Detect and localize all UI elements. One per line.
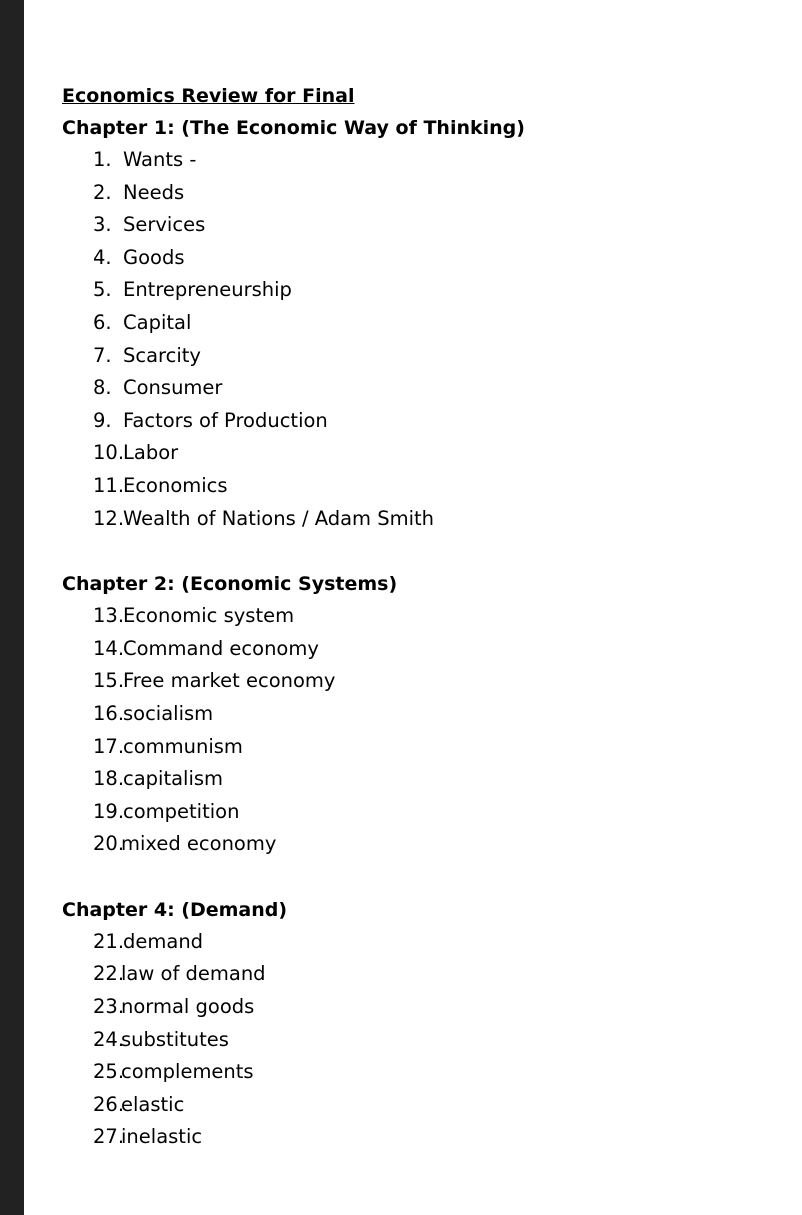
item-number: 24. xyxy=(93,1027,125,1051)
item-label: communism xyxy=(123,734,243,758)
list-item xyxy=(62,177,762,210)
chapter-2-heading: Chapter 2: (Economic Systems) xyxy=(62,573,398,596)
list-item xyxy=(62,665,762,698)
item-label: complements xyxy=(121,1060,254,1084)
list-item xyxy=(62,274,762,307)
item-number: 3. xyxy=(93,213,112,237)
item-label: competition xyxy=(123,799,240,823)
list-item xyxy=(62,503,762,536)
document-content xyxy=(62,80,762,1154)
chapter-4-term-list xyxy=(62,926,762,1154)
list-item xyxy=(62,144,762,177)
item-number: 1. xyxy=(93,148,112,171)
item-number: 9. xyxy=(93,408,112,432)
item-number: 6. xyxy=(93,310,112,334)
list-item xyxy=(62,307,762,340)
list-item xyxy=(62,405,762,438)
list-item xyxy=(62,340,762,373)
item-label: capitalism xyxy=(123,767,224,791)
item-label: Needs xyxy=(123,180,185,204)
list-item xyxy=(62,991,762,1024)
item-number: 5. xyxy=(93,278,112,302)
section-spacer xyxy=(62,861,762,894)
chapter-1-heading: Chapter 1: (The Economic Way of Thinking) xyxy=(62,117,525,139)
item-number: 4. xyxy=(93,245,112,269)
item-number: 11. xyxy=(93,473,125,497)
list-item xyxy=(62,1089,762,1122)
item-label: normal goods xyxy=(121,995,255,1019)
chapter-2-term-list xyxy=(62,600,762,861)
chapter-1-term-list xyxy=(62,144,762,535)
list-item xyxy=(62,372,762,405)
item-label: socialism xyxy=(123,701,214,725)
item-number: 14. xyxy=(93,636,125,660)
item-number: 15. xyxy=(93,669,125,693)
list-item xyxy=(62,633,762,666)
item-number: 17. xyxy=(93,734,125,758)
item-number: 16. xyxy=(93,701,125,725)
item-label: inelastic xyxy=(121,1125,203,1149)
item-label: Scarcity xyxy=(123,343,201,367)
item-label: Economic system xyxy=(123,604,295,628)
item-number: 18. xyxy=(93,767,125,791)
list-item xyxy=(62,731,762,764)
item-label: elastic xyxy=(121,1092,185,1116)
item-label: Factors of Production xyxy=(123,408,328,432)
item-label: law of demand xyxy=(121,962,266,986)
list-item xyxy=(62,1056,762,1089)
item-number: 26. xyxy=(93,1092,125,1116)
item-number: 2. xyxy=(93,180,112,204)
list-item xyxy=(62,828,762,861)
item-label: Wants - xyxy=(123,148,197,171)
list-item xyxy=(62,600,762,633)
list-item xyxy=(62,958,762,991)
list-item xyxy=(62,1024,762,1057)
item-label: Services xyxy=(123,213,206,237)
item-label: Command economy xyxy=(123,636,319,660)
document-page xyxy=(24,0,802,1215)
left-edge-bar xyxy=(0,0,24,1215)
item-label: Entrepreneurship xyxy=(123,278,292,302)
list-item xyxy=(62,1121,762,1154)
item-number: 27. xyxy=(93,1125,125,1149)
item-number: 22. xyxy=(93,962,125,986)
item-label: Labor xyxy=(123,441,179,465)
item-number: 10. xyxy=(93,441,125,465)
item-label: substitutes xyxy=(121,1027,229,1051)
document-title: Economics Review for Final xyxy=(62,85,355,107)
list-item xyxy=(62,698,762,731)
list-item xyxy=(62,926,762,959)
chapter-4-heading: Chapter 4: (Demand) xyxy=(62,898,288,921)
list-item xyxy=(62,763,762,796)
list-item xyxy=(62,242,762,275)
item-label: Wealth of Nations / Adam Smith xyxy=(123,506,435,530)
item-label: Consumer xyxy=(123,376,223,400)
section-spacer xyxy=(62,535,762,568)
item-number: 19. xyxy=(93,799,125,823)
item-number: 7. xyxy=(93,343,112,367)
item-number: 21. xyxy=(93,929,125,953)
list-item xyxy=(62,209,762,242)
list-item xyxy=(62,470,762,503)
item-number: 20. xyxy=(93,832,125,856)
item-label: Free market economy xyxy=(123,669,336,693)
list-item xyxy=(62,796,762,829)
item-number: 12. xyxy=(93,506,125,530)
item-number: 25. xyxy=(93,1060,125,1084)
item-label: mixed economy xyxy=(121,832,277,856)
item-label: Goods xyxy=(123,245,185,269)
item-number: 13. xyxy=(93,604,125,628)
item-label: Economics xyxy=(123,473,228,497)
item-number: 23. xyxy=(93,995,125,1019)
item-number: 8. xyxy=(93,376,112,400)
item-label: Capital xyxy=(123,310,192,334)
list-item xyxy=(62,437,762,470)
item-label: demand xyxy=(123,929,204,953)
